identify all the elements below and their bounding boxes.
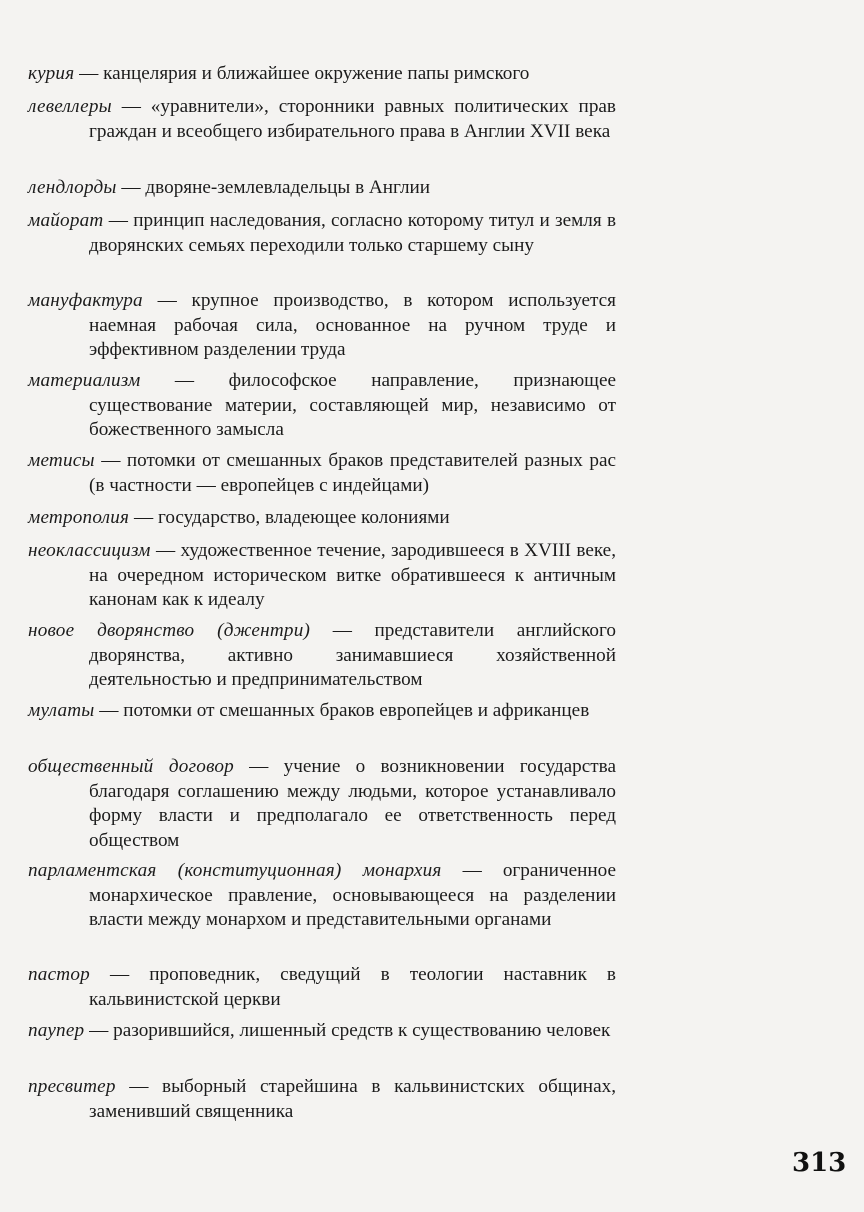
- glossary-definition: потомки от смешанных браков европейцев и африканцев: [123, 700, 590, 721]
- glossary-entry-kuriya: [28, 62, 616, 87]
- glossary-definition: государство, владеющее колониями: [157, 507, 450, 528]
- glossary-entry-presbyter: [28, 1075, 616, 1124]
- term-separator: —: [84, 1020, 114, 1041]
- glossary-definition: канцелярия и ближайшее окружение папы римского: [103, 63, 530, 84]
- glossary-term: левеллеры: [28, 96, 112, 117]
- glossary-definition: разорившийся, лишенный средств к существованию человек: [113, 1020, 611, 1041]
- glossary-entry-metisy: [28, 449, 616, 498]
- term-separator: —: [129, 507, 158, 528]
- glossary-term: метрополия: [28, 507, 130, 528]
- glossary-term: майорат: [28, 210, 104, 231]
- glossary-term: паупер: [28, 1020, 85, 1041]
- glossary-term: мануфактура: [28, 290, 143, 311]
- glossary-term: пастор: [28, 964, 90, 985]
- glossary-term: материализм: [28, 370, 141, 391]
- glossary-definition: «уравнители», сторонники равных политических прав граждан и всеобщего избирательного права в Англии XVII века: [89, 96, 616, 142]
- glossary-definition: представители английского дворянства, активно занимавшиеся хозяйственной деятельностью и предпринимательством: [89, 620, 616, 690]
- glossary-entry-neoclassicism: [28, 539, 616, 613]
- term-separator: —: [89, 964, 150, 985]
- glossary-definition: художественное течение, зародившееся в XVIII веке, на очередном историческом витке обратившееся к античным канонам как к идеалу: [89, 540, 616, 610]
- glossary-definition: крупное производство, в котором используется наемная рабочая сила, основанное на ручном труде и эффективном разделении труда: [89, 290, 617, 360]
- term-separator: —: [310, 620, 375, 641]
- glossary-definition: ограниченное монархическое правление, основывающееся на разделении власти между монархом и представительными органами: [89, 860, 616, 930]
- term-separator: —: [441, 860, 503, 881]
- glossary-entry-mulaty: [28, 699, 616, 724]
- glossary-entry-social-contract: [28, 755, 616, 853]
- term-separator: —: [111, 96, 151, 117]
- term-separator: —: [94, 450, 127, 471]
- term-separator: —: [103, 210, 134, 231]
- term-separator: —: [150, 540, 181, 561]
- glossary-definition: дворяне-землевладельцы в Англии: [145, 177, 431, 198]
- page-number: 313: [792, 1148, 847, 1178]
- glossary-term: курия: [28, 63, 75, 84]
- glossary-term: парламентская (конституционная) монархия: [28, 860, 442, 881]
- glossary-entry-parliamentary-monarchy: [28, 859, 616, 933]
- glossary-entry-manufactory: [28, 289, 616, 363]
- glossary-term: мулаты: [28, 700, 95, 721]
- glossary-definition: принцип наследования, согласно которому титул и земля в дворянских семьях переходили только старшему сыну: [89, 210, 616, 256]
- glossary-term: лендлорды: [28, 177, 117, 198]
- glossary-entry-metropoliya: [28, 506, 616, 531]
- glossary-entry-majorat: [28, 209, 616, 258]
- glossary-term: неоклассицизм: [28, 540, 151, 561]
- glossary-definition: выборный старейшина в кальвинистских общинах, заменивший священника: [89, 1076, 616, 1122]
- glossary-entry-landlords: [28, 176, 616, 201]
- term-separator: —: [74, 63, 104, 84]
- glossary-term: пресвитер: [28, 1076, 116, 1097]
- glossary-entry-levellers: [28, 95, 616, 144]
- glossary-definition: учение о возникновении государства благодаря соглашению между людьми, которое устанавливало форму власти и предполагало ее ответственность перед обществом: [89, 756, 616, 851]
- term-separator: —: [94, 700, 124, 721]
- term-separator: —: [142, 290, 192, 311]
- term-separator: —: [233, 756, 284, 777]
- glossary-entry-gentry: [28, 619, 616, 693]
- glossary-definition: философское направление, признающее существование материи, составляющей мир, независимо от божественного замысла: [89, 370, 616, 440]
- glossary-term: метисы: [28, 450, 95, 471]
- term-separator: —: [140, 370, 229, 391]
- glossary-definition: потомки от смешанных браков представителей разных рас (в частности — европейцев с индейцами): [89, 450, 616, 496]
- glossary-entry-pastor: [28, 963, 616, 1012]
- glossary-entry-materialism: [28, 369, 616, 443]
- glossary-entry-pauper: [28, 1019, 616, 1044]
- term-separator: —: [115, 1076, 163, 1097]
- glossary-term: новое дворянство (джентри): [28, 620, 311, 641]
- term-separator: —: [116, 177, 146, 198]
- glossary-definition: проповедник, сведущий в теологии наставник в кальвинистской церкви: [89, 964, 616, 1010]
- glossary-term: общественный договор: [28, 756, 234, 777]
